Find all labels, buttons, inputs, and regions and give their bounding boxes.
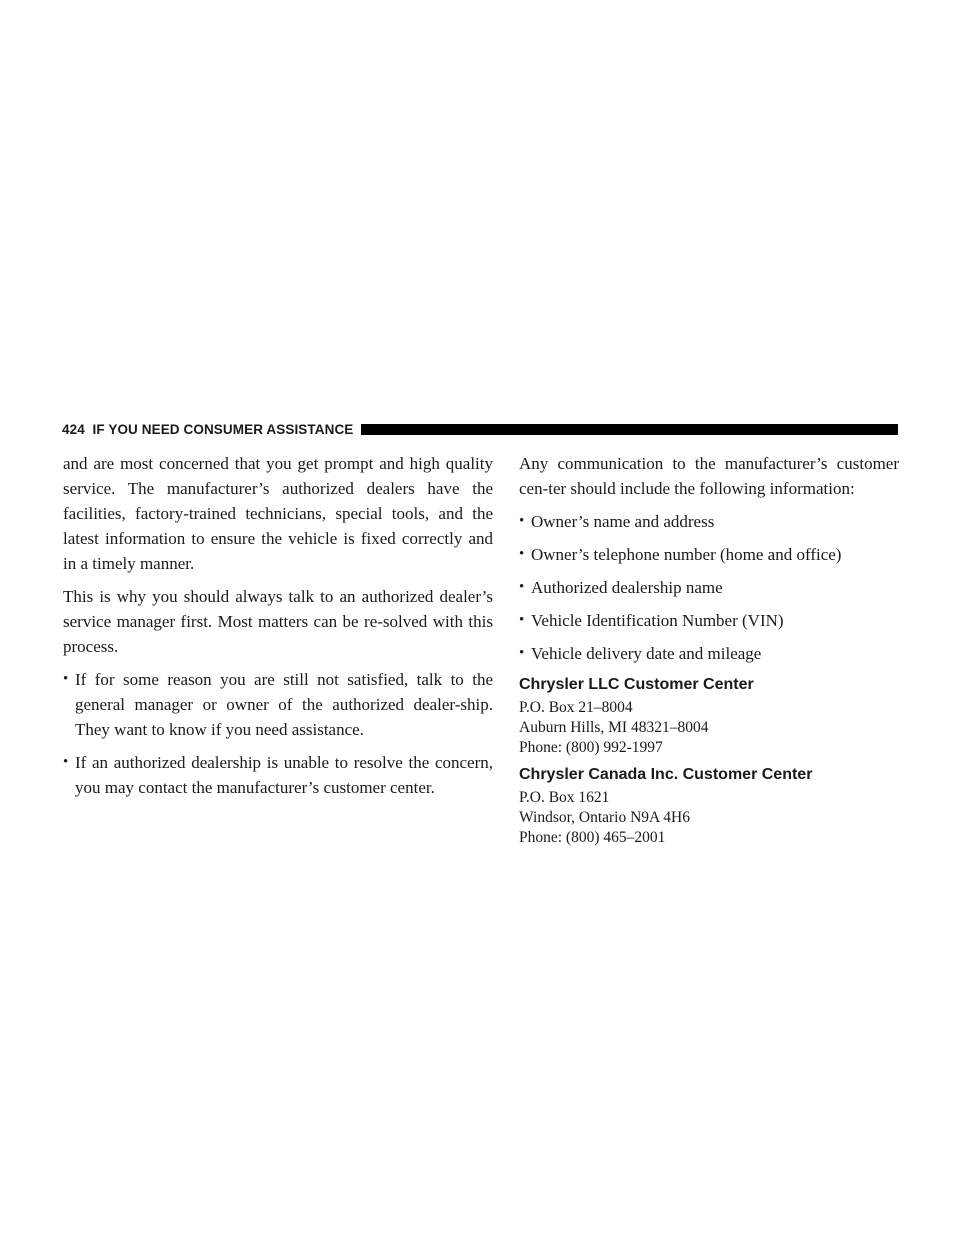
list-item [519,575,899,600]
bullet-icon: • [63,671,69,687]
address-line: P.O. Box 21–8004 [519,699,633,716]
list-item-text: Vehicle delivery date and mileage [531,644,762,663]
address-line: P.O. Box 1621 [519,789,610,806]
bullet-icon: • [519,645,525,661]
list-item-text: Vehicle Identification Number (VIN) [531,611,784,630]
contact-block-canada [519,764,899,848]
phone-line: Phone: (800) 465–2001 [519,829,666,846]
left-column [63,451,493,808]
list-item-text: If an authorized dealership is unable to resolve the concern, you may contact the manufacturer’s customer center. [75,753,493,797]
list-item [63,750,493,800]
paragraph: and are most concerned that you get prompt and high quality service. The manufacturer’s authorized dealers have the facilities, factory-trained technicians, special tools, and the latest information to ensure the vehicle is fixed correctly and in a timely manner. [63,454,493,573]
intro-paragraph: Any communication to the manufacturer’s customer cen-ter should include the following information: [519,454,899,498]
section-title: IF YOU NEED CONSUMER ASSISTANCE [92,421,354,437]
address-line: Auburn Hills, MI 48321–8004 [519,719,709,736]
bullet-icon: • [519,546,525,562]
bullet-icon: • [519,513,525,529]
paragraph: This is why you should always talk to an authorized dealer’s service manager first. Most matters can be re-solved with this process. [63,587,493,656]
bullet-icon: • [63,754,69,770]
list-item [519,641,899,666]
bullet-icon: • [519,612,525,628]
bullet-list [63,667,493,800]
address-line: Windsor, Ontario N9A 4H6 [519,809,690,826]
right-column [519,451,899,854]
list-item-text: Authorized dealership name [531,578,723,597]
list-item [519,608,899,633]
list-item [519,542,899,567]
list-item [519,509,899,534]
phone-line: Phone: (800) 992-1997 [519,739,663,756]
info-bullet-list [519,509,899,666]
contact-heading: Chrysler LLC Customer Center [519,676,754,693]
contact-block-us [519,674,899,758]
list-item [63,667,493,742]
bullet-icon: • [519,579,525,595]
contact-heading: Chrysler Canada Inc. Customer Center [519,766,813,783]
list-item-text: Owner’s name and address [531,512,715,531]
list-item-text: Owner’s telephone number (home and office) [531,545,842,564]
page-header [62,419,898,439]
page-number: 424 [62,421,85,437]
list-item-text: If for some reason you are still not satisfied, talk to the general manager or owner of the authorized dealer-ship. They want to know if you need assistance. [75,670,493,739]
page-header-text [62,422,353,437]
header-rule [361,424,898,435]
